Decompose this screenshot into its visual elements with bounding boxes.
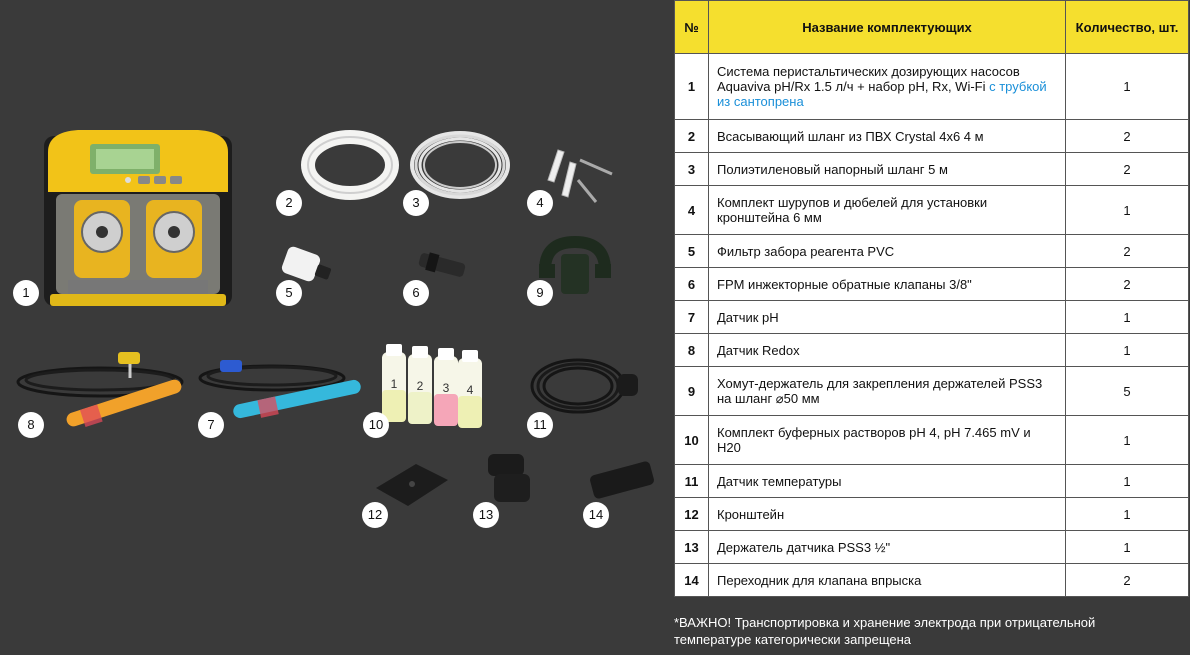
sensor-holder-image bbox=[480, 450, 540, 510]
item-badge-6: 6 bbox=[403, 280, 429, 306]
item-badge-10: 10 bbox=[363, 412, 389, 438]
check-valve-image bbox=[415, 250, 470, 280]
item-badge-8: 8 bbox=[18, 412, 44, 438]
table-row bbox=[675, 334, 1189, 367]
components-table-wrap bbox=[674, 0, 1190, 597]
row-quantity: 2 bbox=[1066, 564, 1189, 597]
table-row bbox=[675, 153, 1189, 186]
row-name: FPM инжекторные обратные клапаны 3/8" bbox=[709, 268, 1066, 301]
valve-adapter-image bbox=[585, 458, 660, 503]
row-quantity: 1 bbox=[1066, 531, 1189, 564]
table-row bbox=[675, 54, 1189, 120]
row-name: Кронштейн bbox=[709, 498, 1066, 531]
row-name: Полиэтиленовый напорный шланг 5 м bbox=[709, 153, 1066, 186]
bottle-label-3: 3 bbox=[442, 381, 450, 395]
row-quantity: 1 bbox=[1066, 54, 1189, 120]
item-badge-11: 11 bbox=[527, 412, 553, 438]
row-number: 4 bbox=[675, 186, 709, 235]
suction-hose-image bbox=[300, 130, 400, 200]
table-row bbox=[675, 268, 1189, 301]
dosing-pump-image bbox=[38, 122, 238, 312]
item-badge-13: 13 bbox=[473, 502, 499, 528]
item-badge-4: 4 bbox=[527, 190, 553, 216]
row-name: Переходник для клапана впрыска bbox=[709, 564, 1066, 597]
row-quantity: 2 bbox=[1066, 153, 1189, 186]
item-badge-5: 5 bbox=[276, 280, 302, 306]
table-row bbox=[675, 120, 1189, 153]
table-row bbox=[675, 564, 1189, 597]
bottle-label-4: 4 bbox=[466, 383, 474, 397]
item-badge-14: 14 bbox=[583, 502, 609, 528]
row-number: 10 bbox=[675, 416, 709, 465]
row-number: 5 bbox=[675, 235, 709, 268]
row-quantity: 2 bbox=[1066, 235, 1189, 268]
row-name: Датчик pH bbox=[709, 301, 1066, 334]
santoprene-tube-link[interactable]: с трубкой из сантопрена bbox=[717, 79, 1047, 109]
row-name: Фильтр забора реагента PVC bbox=[709, 235, 1066, 268]
row-quantity: 1 bbox=[1066, 465, 1189, 498]
row-quantity: 2 bbox=[1066, 120, 1189, 153]
row-quantity: 1 bbox=[1066, 334, 1189, 367]
bottle-label-2: 2 bbox=[416, 379, 424, 393]
row-number: 6 bbox=[675, 268, 709, 301]
row-number: 12 bbox=[675, 498, 709, 531]
row-quantity: 1 bbox=[1066, 498, 1189, 531]
row-name bbox=[709, 54, 1066, 120]
table-row bbox=[675, 531, 1189, 564]
item-badge-7: 7 bbox=[198, 412, 224, 438]
row-name: Хомут-держатель для закрепления держателей PSS3 на шланг ⌀50 мм bbox=[709, 367, 1066, 416]
row-name-text: Система перистальтических дозирующих насосов Aquaviva pH/Rx 1.5 л/ч + набор pH, Rx, Wi-Fi bbox=[717, 64, 1020, 94]
row-name: Датчик Redox bbox=[709, 334, 1066, 367]
bracket-image bbox=[372, 460, 452, 510]
table-row bbox=[675, 498, 1189, 531]
row-number: 2 bbox=[675, 120, 709, 153]
table-row bbox=[675, 186, 1189, 235]
row-number: 9 bbox=[675, 367, 709, 416]
row-number: 1 bbox=[675, 54, 709, 120]
row-name: Комплект шурупов и дюбелей для установки кронштейна 6 мм bbox=[709, 186, 1066, 235]
table-row bbox=[675, 367, 1189, 416]
row-quantity: 1 bbox=[1066, 301, 1189, 334]
header-name: Название комплектующих bbox=[709, 1, 1066, 54]
header-quantity: Количество, шт. bbox=[1066, 1, 1189, 54]
row-number: 13 bbox=[675, 531, 709, 564]
item-badge-9: 9 bbox=[527, 280, 553, 306]
row-name: Всасывающий шланг из ПВХ Crystal 4х6 4 м bbox=[709, 120, 1066, 153]
temperature-sensor-image bbox=[528, 352, 648, 422]
bottle-label-1: 1 bbox=[390, 377, 398, 391]
row-quantity: 1 bbox=[1066, 416, 1189, 465]
important-note: *ВАЖНО! Транспортировка и хранение электрода при отрицательной температуре категорически запрещена bbox=[674, 615, 1096, 647]
row-number: 3 bbox=[675, 153, 709, 186]
row-number: 14 bbox=[675, 564, 709, 597]
header-number: № bbox=[675, 1, 709, 54]
row-name: Держатель датчика PSS3 ½" bbox=[709, 531, 1066, 564]
components-table bbox=[674, 0, 1189, 597]
buffer-solutions-image bbox=[378, 344, 488, 434]
table-row bbox=[675, 465, 1189, 498]
row-name: Датчик температуры bbox=[709, 465, 1066, 498]
row-quantity: 5 bbox=[1066, 367, 1189, 416]
row-name: Комплект буферных растворов pH 4, pH 7.465 mV и H20 bbox=[709, 416, 1066, 465]
item-badge-3: 3 bbox=[403, 190, 429, 216]
row-quantity: 2 bbox=[1066, 268, 1189, 301]
table-row bbox=[675, 235, 1189, 268]
item-badge-1: 1 bbox=[13, 280, 39, 306]
table-row bbox=[675, 416, 1189, 465]
item-badge-2: 2 bbox=[276, 190, 302, 216]
item-badge-12: 12 bbox=[362, 502, 388, 528]
row-number: 8 bbox=[675, 334, 709, 367]
row-number: 7 bbox=[675, 301, 709, 334]
table-row bbox=[675, 301, 1189, 334]
row-quantity: 1 bbox=[1066, 186, 1189, 235]
row-number: 11 bbox=[675, 465, 709, 498]
table-header-row bbox=[675, 1, 1189, 54]
